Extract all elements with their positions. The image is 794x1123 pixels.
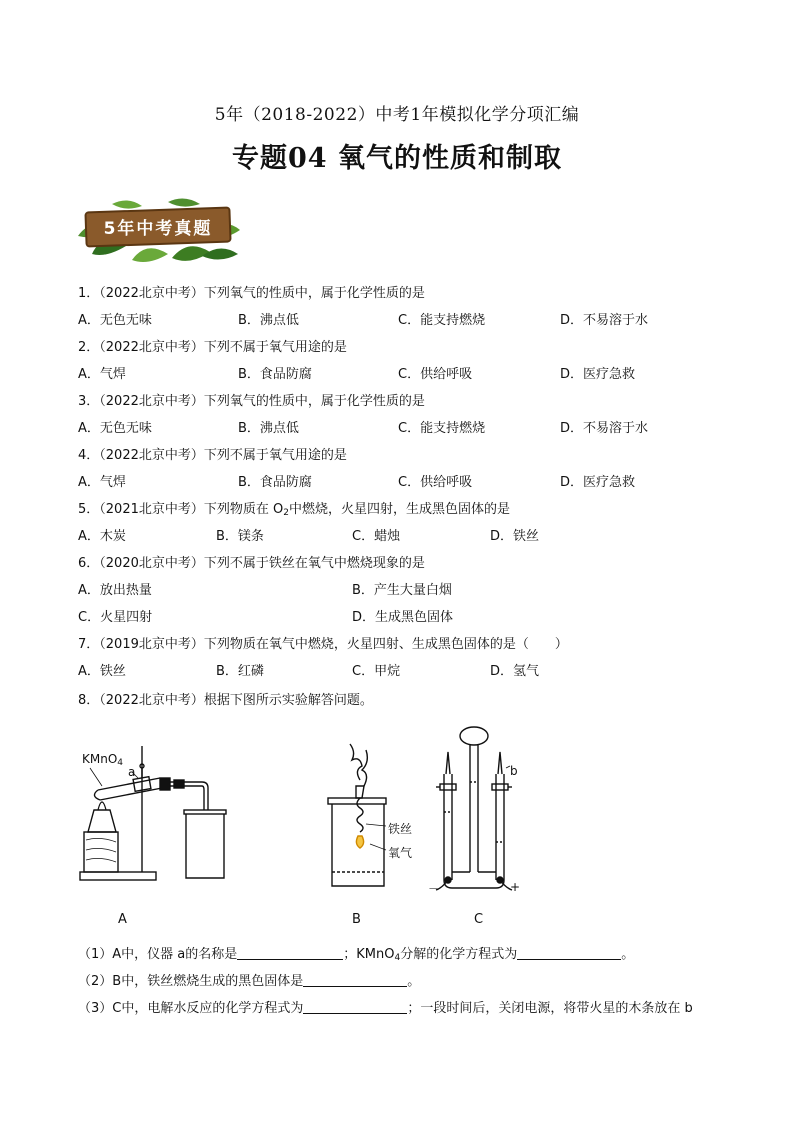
- question-2-option-d: D．医疗急救: [560, 367, 636, 382]
- label-minus: －: [428, 882, 441, 896]
- question-5-stem: 5．（2021北京中考）下列物质在 $O_2$中燃烧，火星四射，生成黑色固体的是: [78, 502, 510, 518]
- question-1-stem: 1．（2022北京中考）下列氧气的性质中，属于化学性质的是: [78, 286, 425, 301]
- question-4-option-a: A．气焊: [78, 475, 126, 490]
- question-5-option-a: A．木炭: [78, 529, 126, 544]
- label-plus: +: [510, 880, 521, 894]
- question-6-option-a: A．放出热量: [78, 583, 152, 598]
- question-2-option-a: A．气焊: [78, 367, 126, 382]
- question-2-stem: 2．（2022北京中考）下列不属于氧气用途的是: [78, 340, 347, 355]
- label-a: a: [128, 765, 136, 779]
- answer-blank[interactable]: [303, 973, 407, 987]
- question-2-option-c: C．供给呼吸: [398, 367, 473, 382]
- question-3-option-d: D．不易溶于水: [560, 421, 649, 436]
- question-3-stem: 3．（2022北京中考）下列氧气的性质中，属于化学性质的是: [78, 394, 425, 409]
- question-4-stem: 4．（2022北京中考）下列不属于氧气用途的是: [78, 448, 347, 463]
- figure-c-apparatus: [422, 722, 532, 897]
- question-6-option-d: D．生成黑色固体: [352, 610, 454, 625]
- sub-question-2: （2）B中，铁丝燃烧生成的黑色固体是 。: [78, 974, 421, 989]
- label-kmno4: KMnO$_4$: [82, 752, 124, 768]
- question-7-option-c: C．甲烷: [352, 664, 401, 679]
- question-5-option-d: D．铁丝: [490, 529, 540, 544]
- section-banner: [72, 196, 244, 268]
- question-4-option-d: D．医疗急救: [560, 475, 636, 490]
- label-b: b: [510, 764, 518, 778]
- question-3-option-b: B．沸点低: [238, 421, 299, 436]
- question-5-option-b: B．镁条: [216, 529, 264, 544]
- question-1-option-a: A．无色无味: [78, 313, 152, 328]
- question-6-stem: 6．（2020北京中考）下列不属于铁丝在氧气中燃烧现象的是: [78, 556, 425, 571]
- question-7-option-a: A．铁丝: [78, 664, 126, 679]
- question-1-option-c: C．能支持燃烧: [398, 313, 486, 328]
- question-4-option-b: B．食品防腐: [238, 475, 312, 490]
- sub-question-1: （1）A中，仪器 a的名称是 ；KMnO$_4$分解的化学方程式为 。: [78, 947, 635, 963]
- question-5-option-c: C．蜡烛: [352, 529, 401, 544]
- question-3-option-a: A．无色无味: [78, 421, 152, 436]
- question-7-option-d: D．氢气: [490, 664, 540, 679]
- question-2-option-b: B．食品防腐: [238, 367, 312, 382]
- question-1-option-d: D．不易溶于水: [560, 313, 649, 328]
- question-6-option-b: B．产生大量白烟: [352, 583, 452, 598]
- question-7-option-b: B．红磷: [216, 664, 264, 679]
- question-1-option-b: B．沸点低: [238, 313, 299, 328]
- caption-a: A: [118, 912, 127, 927]
- subtitle: 5年（2018-2022）中考1年模拟化学分项汇编: [214, 105, 580, 125]
- caption-b: B: [352, 912, 361, 927]
- page-title: 专题04 氧气的性质和制取: [232, 143, 562, 174]
- label-iron-wire: 铁丝: [388, 822, 413, 836]
- question-8-stem: 8．（2022北京中考）根据下图所示实验解答问题。: [78, 693, 373, 708]
- label-oxygen: 氧气: [388, 846, 413, 860]
- question-7-stem: 7．（2019北京中考）下列物质在氧气中燃烧，火星四射、生成黑色固体的是（ ）: [78, 637, 568, 652]
- question-4-option-c: C．供给呼吸: [398, 475, 473, 490]
- question-6-option-c: C．火星四射: [78, 610, 153, 625]
- answer-blank[interactable]: [237, 946, 343, 960]
- figure-b-apparatus: [326, 740, 436, 890]
- question-3-option-c: C．能支持燃烧: [398, 421, 486, 436]
- answer-blank[interactable]: [303, 1000, 407, 1014]
- sub-question-3: （3）C中，电解水反应的化学方程式为 ；一段时间后，关闭电源，将带火星的木条放在 b: [78, 1001, 693, 1016]
- caption-c: C: [474, 912, 484, 927]
- answer-blank[interactable]: [517, 946, 621, 960]
- banner-text: 5年中考真题: [103, 219, 213, 239]
